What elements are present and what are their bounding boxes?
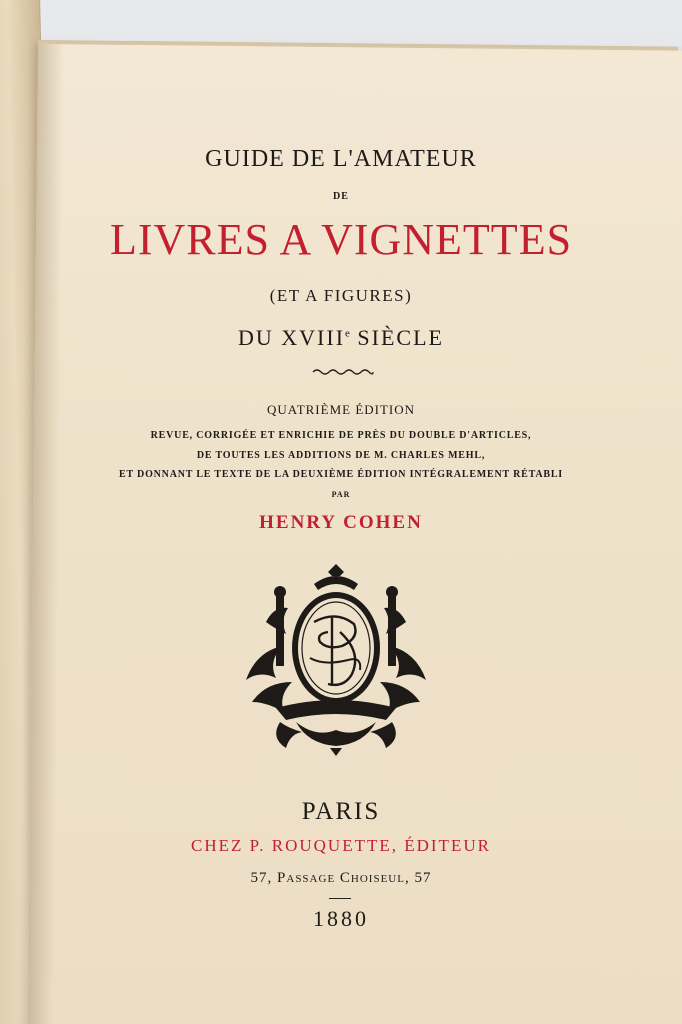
title-line-1: GUIDE DE L'AMATEUR xyxy=(205,146,477,172)
address-line: 57, Passage Choiseul, 57 xyxy=(250,870,432,886)
par-line: PAR xyxy=(331,490,351,499)
city-line: PARIS xyxy=(301,798,381,825)
century-superscript: e xyxy=(345,327,350,340)
decorative-squiggle-icon xyxy=(311,367,375,377)
author-name: HENRY COHEN xyxy=(259,512,423,533)
year-divider xyxy=(329,898,351,899)
century-suffix: SIÈCLE xyxy=(349,325,444,350)
description-line-3: ET DONNANT LE TEXTE DE LA DEUXIÈME ÉDITION INTÉGRALEMENT RÉTABLI xyxy=(119,469,563,480)
title-line-2: DE xyxy=(333,191,349,202)
year-line: 1880 xyxy=(313,906,369,931)
description-line-2: DE TOUTES LES ADDITIONS DE M. CHARLES MEHL, xyxy=(196,450,486,461)
century-prefix: DU XVIII xyxy=(238,325,346,350)
monogram-vignette-icon xyxy=(236,562,436,757)
description-line-1: REVUE, CORRIGÉE ET ENRICHIE DE PRÈS DU DOUBLE D'ARTICLES, xyxy=(150,430,532,441)
edition-line: QUATRIÈME ÉDITION xyxy=(266,402,416,417)
main-title: LIVRES A VIGNETTES xyxy=(109,215,573,264)
century-line xyxy=(0,325,682,351)
subtitle: (ET A FIGURES) xyxy=(269,286,413,305)
publisher-line: CHEZ P. ROUQUETTE, ÉDITEUR xyxy=(191,836,491,855)
